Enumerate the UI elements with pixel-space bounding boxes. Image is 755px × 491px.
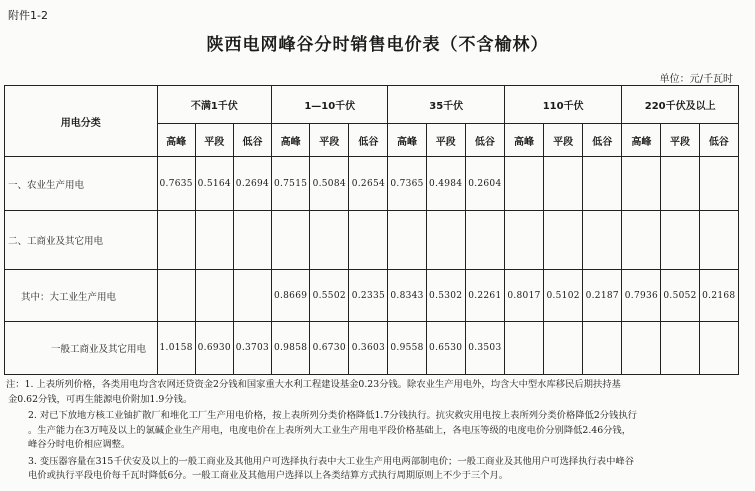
price-cell: 0.9858	[272, 322, 310, 375]
voltage-header: 1—10千伏	[272, 86, 388, 124]
price-cell: 0.5052	[661, 270, 699, 322]
price-cell: 0.8017	[504, 270, 543, 322]
period-header: 高峰	[504, 124, 543, 157]
price-cell	[661, 211, 699, 270]
price-cell	[195, 270, 233, 322]
period-header: 高峰	[622, 124, 661, 157]
period-header: 高峰	[388, 124, 426, 157]
price-cell: 0.2694	[233, 157, 271, 211]
price-cell	[233, 270, 271, 322]
price-cell	[544, 322, 583, 375]
price-cell: 1.0158	[157, 322, 195, 375]
note-text: 。生产能力在3万吨及以上的氯碱企业生产用电，电度电价在上表所列大工业生产用电平段价格基础上，各电压等级的电度电价分别降低2.46分钱，	[28, 424, 632, 436]
price-cell: 0.2335	[349, 270, 388, 322]
price-cell: 0.7936	[622, 270, 661, 322]
price-cell: 0.5302	[426, 270, 465, 322]
price-cell	[622, 211, 661, 270]
table-row	[5, 270, 739, 322]
price-cell	[544, 211, 583, 270]
price-cell: 0.8669	[272, 270, 310, 322]
document-title: 陕西电网峰谷分时销售电价表（不含榆林）	[206, 35, 549, 55]
note-text: 2. 对已下放地方核工业铀扩散厂和堆化工厂生产用电价格，按上表所列分类价格降低1.7分钱执行。抗灾救灾用电按上表所列分类价格降低2分钱执行	[28, 410, 637, 421]
period-header: 平段	[426, 124, 465, 157]
price-cell: 0.5084	[310, 157, 349, 211]
note-2	[6, 409, 742, 453]
price-cell	[465, 211, 504, 270]
price-cell: 0.5164	[195, 157, 233, 211]
price-cell	[310, 211, 349, 270]
price-cell	[233, 211, 271, 270]
price-cell	[622, 322, 661, 375]
note-3	[6, 455, 742, 484]
tariff-table	[4, 85, 739, 375]
period-header: 平段	[661, 124, 699, 157]
price-cell	[583, 157, 622, 211]
price-cell: 0.2187	[583, 270, 622, 322]
price-cell	[583, 322, 622, 375]
period-header: 平段	[544, 124, 583, 157]
price-cell: 0.3503	[465, 322, 504, 375]
price-cell	[157, 270, 195, 322]
price-cell: 0.9558	[388, 322, 426, 375]
note-text: 峰谷分时电价相应调整。	[28, 439, 131, 450]
price-cell: 0.4984	[426, 157, 465, 211]
price-cell	[272, 211, 310, 270]
price-cell	[699, 322, 738, 375]
table-row	[5, 322, 739, 375]
price-cell: 0.7365	[388, 157, 426, 211]
price-cell: 0.5102	[544, 270, 583, 322]
price-cell	[699, 211, 738, 270]
row-label: 二、工商业及其它用电	[5, 211, 158, 270]
period-header: 平段	[310, 124, 349, 157]
attachment-label: 附件1-2	[8, 9, 48, 22]
note-text: 注：1. 上表所列价格，各类用电均含农网还贷资金2分钱和国家重大水利工程建设基金0.23分钱。除农业生产用电外，均含大中型水库移民后期扶持基	[6, 379, 621, 390]
price-cell: 0.8343	[388, 270, 426, 322]
price-cell: 0.3703	[233, 322, 271, 375]
period-header: 高峰	[272, 124, 310, 157]
note-text: 金0.62分钱，可再生能源电价附加1.9分钱。	[8, 393, 193, 405]
price-cell: 0.2654	[349, 157, 388, 211]
period-header: 低谷	[233, 124, 271, 157]
price-cell	[622, 157, 661, 211]
price-cell: 0.5502	[310, 270, 349, 322]
price-cell	[661, 157, 699, 211]
voltage-header: 不满1千伏	[157, 86, 271, 124]
table-row	[5, 157, 739, 211]
price-cell	[504, 322, 543, 375]
price-cell	[544, 157, 583, 211]
voltage-header: 220千伏及以上	[622, 86, 739, 124]
price-cell	[699, 157, 738, 211]
period-header: 高峰	[157, 124, 195, 157]
note-1	[6, 378, 742, 407]
price-cell	[195, 211, 233, 270]
price-cell: 0.2168	[699, 270, 738, 322]
price-cell: 0.6530	[426, 322, 465, 375]
voltage-header: 35千伏	[388, 86, 504, 124]
price-cell: 0.7635	[157, 157, 195, 211]
unit-label: 单位：元/千瓦时	[659, 74, 733, 85]
price-cell: 0.7515	[272, 157, 310, 211]
footnotes	[6, 378, 742, 486]
price-cell	[504, 211, 543, 270]
note-text: 电价或执行平段电价每千瓦时降低6分。一般工商业及其他用户选择以上各类结算方式执行周期原则上不少于三个月。	[28, 470, 509, 481]
price-cell	[157, 211, 195, 270]
price-cell: 0.3603	[349, 322, 388, 375]
price-cell: 0.2604	[465, 157, 504, 211]
price-cell	[426, 211, 465, 270]
price-cell	[349, 211, 388, 270]
row-label: 一、农业生产用电	[5, 157, 158, 211]
price-cell	[504, 157, 543, 211]
price-cell: 0.6930	[195, 322, 233, 375]
category-header: 用电分类	[5, 86, 158, 157]
row-label: 一般工商业及其它用电	[5, 322, 158, 375]
period-header: 低谷	[465, 124, 504, 157]
price-cell: 0.2261	[465, 270, 504, 322]
table-row	[5, 211, 739, 270]
price-cell	[388, 211, 426, 270]
price-cell	[583, 211, 622, 270]
period-header: 低谷	[583, 124, 622, 157]
row-label: 其中：大工业生产用电	[5, 270, 158, 322]
voltage-header: 110千伏	[504, 86, 621, 124]
price-cell	[661, 322, 699, 375]
period-header: 平段	[195, 124, 233, 157]
price-cell: 0.6730	[310, 322, 349, 375]
period-header: 低谷	[349, 124, 388, 157]
note-text: 3. 变压器容量在315千伏安及以上的一般工商业及其他用户可选择执行表中大工业生产用电两部制电价；一般工商业及其他用户可选择执行表中峰谷	[28, 455, 634, 467]
period-header: 低谷	[699, 124, 738, 157]
